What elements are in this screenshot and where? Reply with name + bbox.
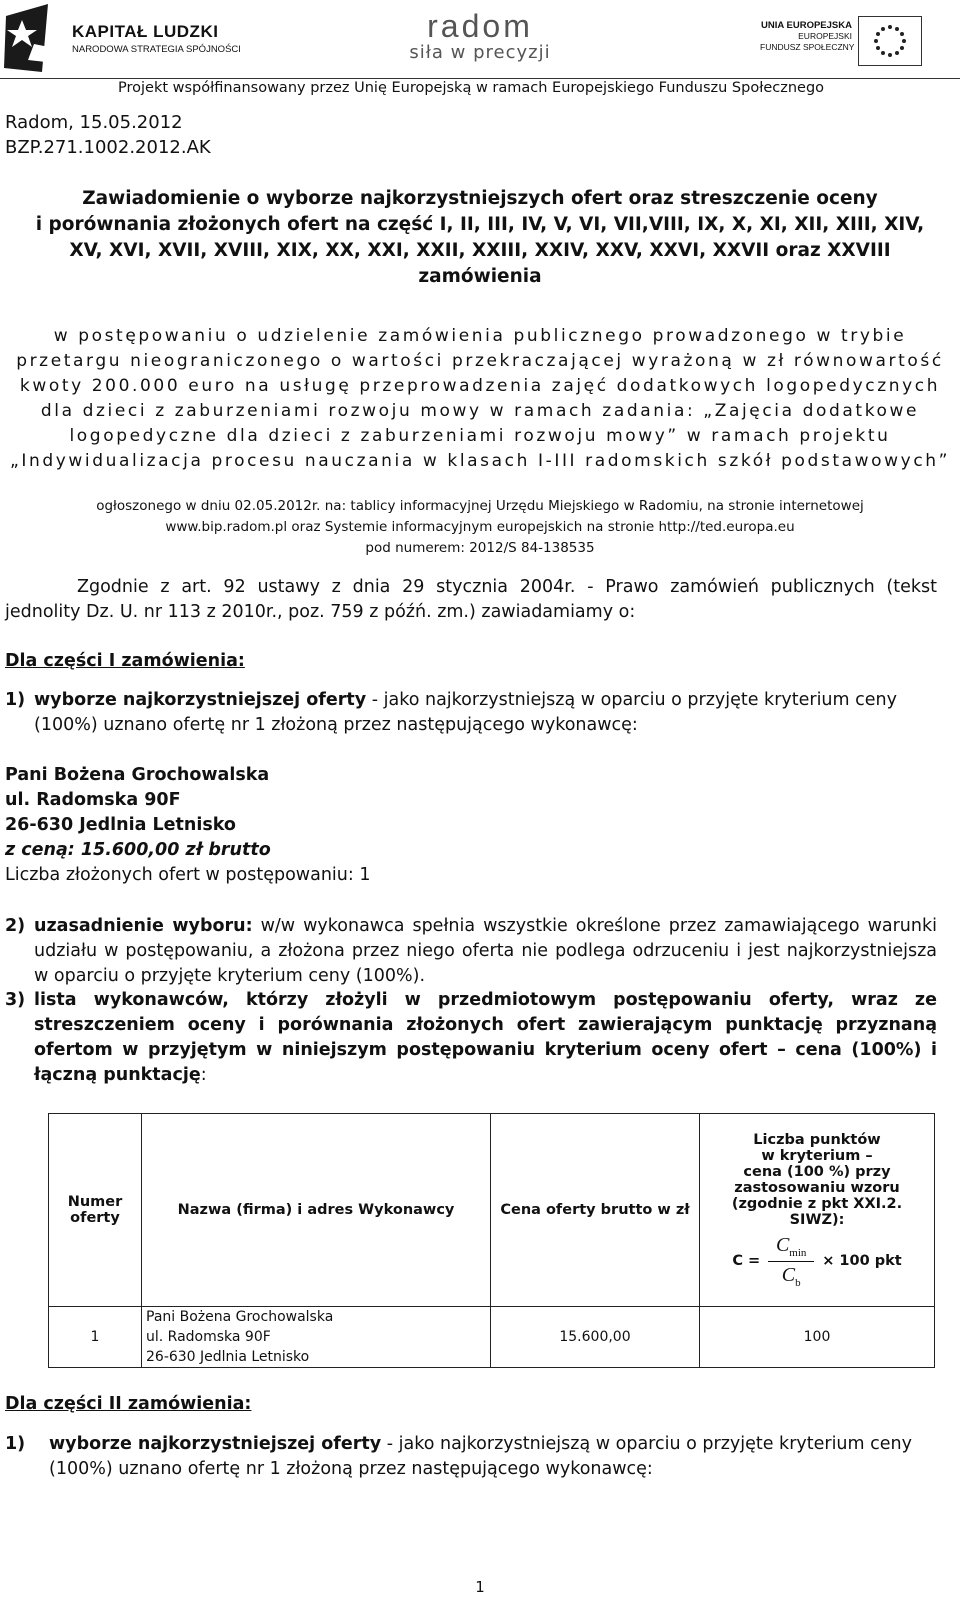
intro-line-3: kwoty 200.000 euro na usługę przeprowadzenia zajęć dodatkowych logopedycznych (19, 376, 941, 396)
intro-line-4: dla dzieci z zaburzeniami rozwoju mowy w ramach zadania: „Zajęcia dodatkowe (40, 401, 920, 421)
table-header-row (49, 1114, 935, 1307)
announcement-line-1: ogłoszonego w dniu 02.05.2012r. na: tablicy informacyjnej Urzędu Miejskiego w Radomiu, na stronie internetowej (96, 498, 864, 514)
winner-city: 26-630 Jedlnia Letnisko (5, 815, 236, 835)
part-1-item-3 (5, 988, 937, 1088)
intro-line-6: „Indywidualizacja procesu nauczania w klasach I-III radomskich szkół podstawowych” (9, 451, 951, 471)
announcement-line-2: www.bip.radom.pl oraz Systemie informacyjnym europejskich na stronie http://ted.europa.eu (165, 519, 795, 535)
radom-logo-word: radom (427, 8, 533, 44)
offers-count: Liczba złożonych ofert w postępowaniu: 1 (5, 865, 371, 885)
col-points-line-1: Liczba punktów (753, 1131, 881, 1148)
part-1-item-1-text: - jako najkorzystniejszą w oparciu o przyjęte kryterium ceny (366, 690, 897, 710)
col-offer-number: Numer oferty (49, 1114, 142, 1307)
row-points: 100 (700, 1307, 935, 1368)
col-contractor: Nazwa (firma) i adres Wykonawcy (142, 1114, 491, 1307)
eu-logo (760, 16, 940, 72)
row-price: 15.600,00 (491, 1307, 700, 1368)
row-contractor-city: 26-630 Jedlnia Letnisko (146, 1349, 310, 1365)
part-1-item-3-number: 3) (5, 990, 26, 1010)
part-1-item-3-text: : (200, 1065, 207, 1085)
formula-numerator-sub: min (789, 1246, 807, 1259)
part-2-item-1 (5, 1432, 937, 1482)
formula-numerator: C (775, 1233, 790, 1256)
formula-fraction-bar (768, 1261, 814, 1262)
points-formula (704, 1234, 930, 1289)
row-offer-number: 1 (49, 1307, 142, 1368)
eu-logo-line3: FUNDUSZ SPOŁECZNY (760, 42, 855, 52)
project-cofinancing-note: Projekt współfinansowany przez Unię Europejską w ramach Europejskiego Funduszu Społecznego (118, 80, 825, 96)
procedure-description (0, 324, 960, 474)
part-1-item-1-line-2: (100%) uznano ofertę nr 1 złożoną przez następującego wykonawcę: (34, 715, 638, 735)
part-1-item-2-text: w/w wykonawca spełnia wszystkie określone przez zamawiającego warunki udziału w postępowaniu, a złożona przez niego oferta nie podlega odrzuceniu i jest najkorzystniejsza w oparciu o przyjęte kryterium ceny (100%). (34, 916, 937, 986)
part-1-item-1-bold: wyborze najkorzystniejszej oferty (34, 690, 367, 710)
legal-line-1: Zgodnie z art. 92 ustawy z dnia 29 stycznia 2004r. - Prawo zamówień publicznych (tekst (77, 577, 937, 597)
part-2-heading: Dla części II zamówienia: (5, 1394, 252, 1414)
part-1-heading: Dla części I zamówienia: (5, 651, 245, 671)
title-line-4: zamówienia (418, 266, 542, 287)
row-contractor-street: ul. Radomska 90F (146, 1329, 271, 1345)
part-1-item-1-number: 1) (5, 690, 26, 710)
title-line-3: XV, XVI, XVII, XVIII, XIX, XX, XXI, XXII, XXIII, XXIV, XXV, XXVI, XXVII oraz XXVIII (69, 240, 891, 261)
part-1-winner (5, 763, 937, 888)
intro-line-1: w postępowaniu o udzielenie zamówienia publicznego prowadzonego w trybie (53, 326, 907, 346)
part-2-item-1-line-2: (100%) uznano ofertę nr 1 złożoną przez następującego wykonawcę: (49, 1459, 653, 1479)
title-line-1: Zawiadomienie o wyborze najkorzystniejszych ofert oraz streszczenie oceny (82, 188, 878, 209)
col-points-line-4: zastosowaniu wzoru (734, 1179, 900, 1196)
table-row (49, 1307, 935, 1368)
part-1-item-2-number: 2) (5, 916, 26, 936)
formula-fraction (768, 1234, 814, 1289)
reference-number: BZP.271.1002.2012.AK (5, 137, 211, 158)
part-2-item-1-number: 1) (5, 1434, 26, 1454)
eu-flag-icon (858, 16, 922, 66)
announcement-info (0, 496, 960, 559)
formula-denominator: C (781, 1263, 796, 1286)
part-2-item-1-text: - jako najkorzystniejszą w oparciu o przyjęte kryterium ceny (381, 1434, 912, 1454)
part-1-item-3-bold: lista wykonawców, którzy złożyli w przedmiotowym postępowaniu oferty, wraz ze streszczeniem oceny i porównania złożonych ofert zawierającym punktację przyznaną ofertom w przyjętym w niniejszym postępowaniu kryterium oceny ofert – cena (100%) i łączną punktację (34, 990, 937, 1085)
part-1-item-2-bold: uzasadnienie wyboru: (34, 916, 253, 936)
col-points-line-5: (zgodnie z pkt XXI.2. (731, 1195, 903, 1212)
part-1-item-2 (5, 914, 937, 989)
eu-logo-line2: EUROPEJSKI (798, 31, 852, 41)
kapital-ludzki-logo (4, 2, 244, 74)
col-price: Cena oferty brutto w zł (491, 1114, 700, 1307)
radom-logo (400, 10, 560, 70)
row-contractor (142, 1307, 491, 1368)
legal-line-2: jednolity Dz. U. nr 113 z 2010r., poz. 759 z późń. zm.) zawiadamiamy o: (5, 602, 636, 622)
title-line-2: i porównania złożonych ofert na część I, II, III, IV, V, VI, VII,VIII, IX, X, XI, XII, XIII, XIV, (35, 214, 925, 235)
col-points (700, 1114, 935, 1307)
formula-lhs: C = (732, 1253, 761, 1269)
col-points-line-3: cena (100 %) przy (743, 1163, 891, 1180)
winner-name: Pani Bożena Grochowalska (5, 765, 270, 785)
page-number: 1 (475, 1578, 485, 1596)
kapital-ludzki-subtitle: NARODOWA STRATEGIA SPÓJNOŚCI (72, 44, 241, 55)
winner-street: ul. Radomska 90F (5, 790, 181, 810)
winner-price: z ceną: 15.600,00 zł brutto (5, 840, 271, 860)
place-date: Radom, 15.05.2012 (5, 112, 183, 133)
kapital-ludzki-title: KAPITAŁ LUDZKI (72, 22, 219, 41)
col-points-line-6: SIWZ): (789, 1211, 845, 1228)
formula-rhs: × 100 pkt (822, 1253, 902, 1269)
kapital-ludzki-emblem-icon (4, 2, 62, 72)
intro-line-5: logopedyczne dla dzieci z zaburzeniami rozwoju mowy” w ramach projektu (69, 426, 891, 446)
document-title (0, 186, 960, 290)
eu-logo-line1: UNIA EUROPEJSKA (761, 20, 852, 31)
intro-line-2: przetargu nieograniczonego o wartości przekraczającej wyrażoną w zł równowartość (16, 351, 944, 371)
eu-logo-text (760, 20, 855, 53)
formula-denominator-sub: b (795, 1276, 801, 1289)
part-2-item-1-bold: wyborze najkorzystniejszej oferty (49, 1434, 382, 1454)
row-contractor-name: Pani Bożena Grochowalska (146, 1309, 334, 1325)
legal-basis (5, 575, 937, 625)
announcement-line-3: pod numerem: 2012/S 84-138535 (365, 540, 595, 556)
part-1-item-1 (5, 688, 937, 738)
header-divider (0, 78, 960, 79)
offers-table (48, 1113, 935, 1368)
radom-logo-tagline: siła w precyzji (409, 42, 551, 63)
col-points-line-2: w kryterium – (761, 1147, 873, 1164)
